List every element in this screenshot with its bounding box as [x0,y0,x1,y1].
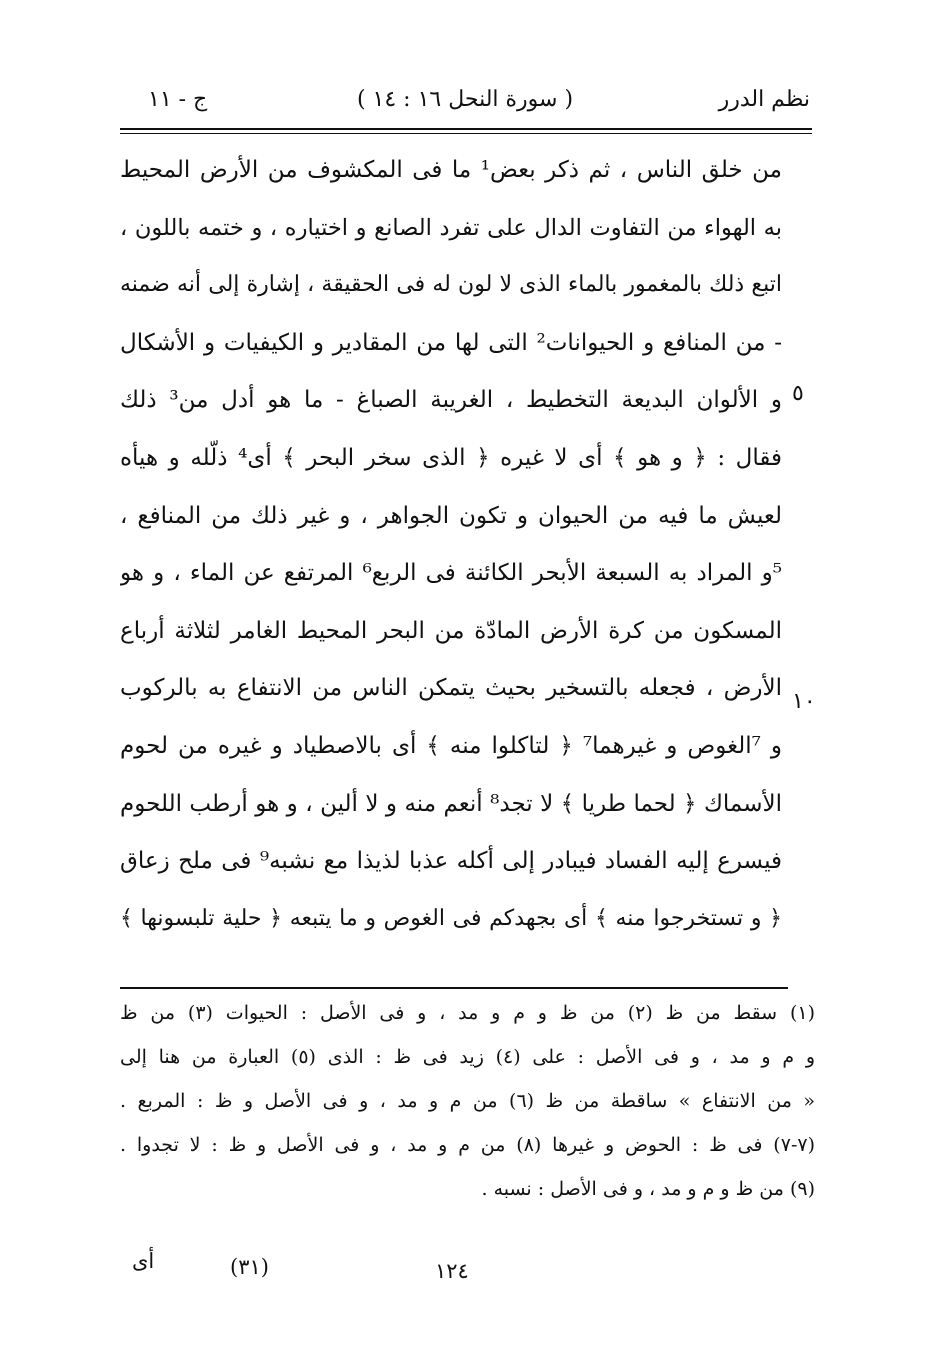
book-title: نظم الدرر [718,87,810,112]
text-line: و ⁷الغوص و غيرهما⁷ ﴿ لتاكلوا منه ﴾ أى بالاصطياد و غيره من لحوم [120,732,782,759]
text-line: ﴿ و تستخرجوا منه ﴾ أى بجهدكم فى الغوص و ما يتبعه ﴿ حلية تلبسونها ﴾ [120,905,782,931]
surah-reference: ( سورة النحل ١٦ : ١٤ ) [356,87,574,112]
main-text [120,150,782,956]
text-line: من خلق الناس ، ثم ذكر بعض¹ ما فى المكشوف من الأرض المحيط [120,157,782,183]
line-number-5: ٥ [792,381,804,406]
header-rule-thin [120,133,812,134]
text-line: و الألوان البديعة التخطيط ، الغريبة الصباغ - ما هو أدل من³ ذلك [120,387,782,414]
text-line: لعيش ما فيه من الحيوان و تكون الجواهر ، و غير ذلك من المنافع ، [120,502,782,529]
catchword: أى [132,1249,155,1273]
footnote-line: (٧-٧) فى ظ : الحوض و غيرها (٨) من م و مد ، و فى الأصل و ظ : لا تجدوا . [120,1134,815,1156]
footnote-line: و م و مد ، و فى الأصل : على (٤) زيد فى ظ : الذى (٥) العبارة من هنا إلى [120,1046,815,1068]
line-number-10: ١٠ [792,689,816,714]
footnote-line: « من الانتفاع » ساقطة من ظ (٦) من م و مد ، و فى الأصل و ظ : المربع . [120,1090,815,1112]
text-line: فيسرع إليه الفساد فيبادر إلى أكله عذبا لذيذا مع نشبه⁹ فى ملح زعاق [120,848,782,875]
text-line: الأرض ، فجعله بالتسخير بحيث يتمكن الناس من الانتفاع به بالركوب [120,675,782,702]
page-footer [120,1247,810,1287]
footnote-line: (١) سقط من ظ (٢) من ظ و م و مد ، و فى الأصل : الحيوات (٣) من ظ [120,1002,815,1024]
text-line: اتبع ذلك بالمغمور بالماء الذى لا لون له فى الحقيقة ، إشارة إلى أنه ضمنه [120,272,782,298]
text-line: - من المنافع و الحيوانات² التى لها من المقادير و الكيفيات و الأشكال [120,329,782,356]
text-line: الأسماك ﴿ لحما طريا ﴾ لا تجد⁸ أنعم منه و لا ألين ، و هو أرطب اللحوم [120,790,782,817]
text-line: ⁵و المراد به السبعة الأبحر الكائنة فى الربع⁶ المرتفع عن الماء ، و هو [120,560,782,587]
text-line: المسكون من كرة الأرض المادّة من البحر المحيط الغامر لثلاثة أرباع [120,617,782,644]
page-number: ١٢٤ [435,1259,469,1283]
signature-mark: (٣١) [230,1255,269,1279]
volume-number: ج - ١١ [148,87,208,112]
text-line: به الهواء من التفاوت الدال على تفرد الصانع و اختياره ، و ختمه باللون ، [120,214,782,241]
running-header [120,80,810,120]
header-rule [120,128,812,130]
footnote-line: (٩) من ظ و م و مد ، و فى الأصل : نسبه . [481,1178,815,1200]
text-line: فقال : ﴿ و هو ﴾ أى لا غيره ﴿ الذى سخر البحر ﴾ أى⁴ ذلّله و هيأه [120,444,782,471]
footnote-rule [120,987,788,989]
footnotes [120,995,815,1215]
